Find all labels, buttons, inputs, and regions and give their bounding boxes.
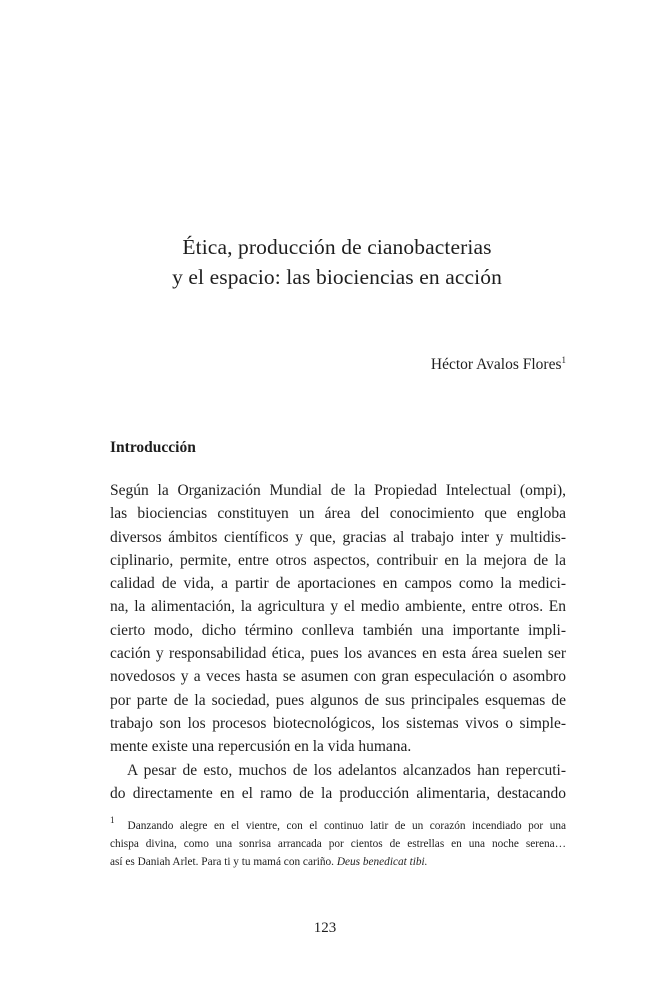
body-line: ciplinario, permite, entre otros aspectos, contribuir en la mejora de la <box>110 551 566 569</box>
footnote-text-3: así es Daniah Arlet. Para ti y tu mamá con cariño. <box>110 856 337 868</box>
body-paragraphs <box>110 479 566 805</box>
chapter-title-line-1: Ética, producción de cianobacterias <box>182 235 492 259</box>
footnote-line <box>110 853 566 871</box>
body-line: do directamente en el ramo de la producción alimentaria, destacando <box>110 784 566 802</box>
section-heading: Introducción <box>110 439 196 456</box>
footnote-italic-phrase: Deus benedicat tibi. <box>336 856 428 868</box>
chapter-title <box>0 232 650 292</box>
author-byline <box>431 355 566 375</box>
body-line: trabajo son los procesos biotecnológicos, los sistemas vivos o simple- <box>110 714 566 732</box>
footnote-text-1: Danzando alegre en el vientre, con el continuo latir de un corazón incendiado por una <box>127 820 566 832</box>
body-line: Según la Organización Mundial de la Propiedad Intelectual (ompi), <box>110 482 566 499</box>
author-footnote-reference: 1 <box>561 355 566 365</box>
body-line: por parte de la sociedad, pues algunos de sus principales esquemas de <box>110 691 566 709</box>
body-line: A pesar de esto, muchos de los adelantos alcanzados han repercuti- <box>127 761 566 779</box>
body-line: las biociencias constituyen un área del conocimiento que engloba <box>110 505 566 523</box>
body-line: novedosos y a veces hasta se asumen con gran especulación o asombro <box>110 668 566 686</box>
page-number: 123 <box>313 920 337 936</box>
chapter-title-line-2: y el espacio: las biociencias en acción <box>172 265 502 289</box>
body-line: mente existe una repercusión en la vida humana. <box>110 738 412 756</box>
footnote <box>110 817 566 871</box>
footnote-line: chispa divina, como una sonrisa arrancada por cientos de estrellas en una noche serena… <box>110 838 566 850</box>
body-line: cierto modo, dicho término conlleva también una importante impli- <box>110 621 566 639</box>
body-line: cación y responsabilidad ética, pues los avances en esta área suelen ser <box>110 645 566 663</box>
body-line: na, la alimentación, la agricultura y el medio ambiente, entre otros. En <box>110 598 566 616</box>
body-line: diversos ámbitos científicos y que, gracias al trabajo inter y multidis- <box>110 528 566 546</box>
author-name: Héctor Avalos Flores <box>430 356 562 373</box>
footnote-marker: 1 <box>110 815 115 825</box>
body-line: calidad de vida, a partir de aportaciones en campos como la medici- <box>110 575 566 593</box>
footnote-line <box>110 817 566 835</box>
